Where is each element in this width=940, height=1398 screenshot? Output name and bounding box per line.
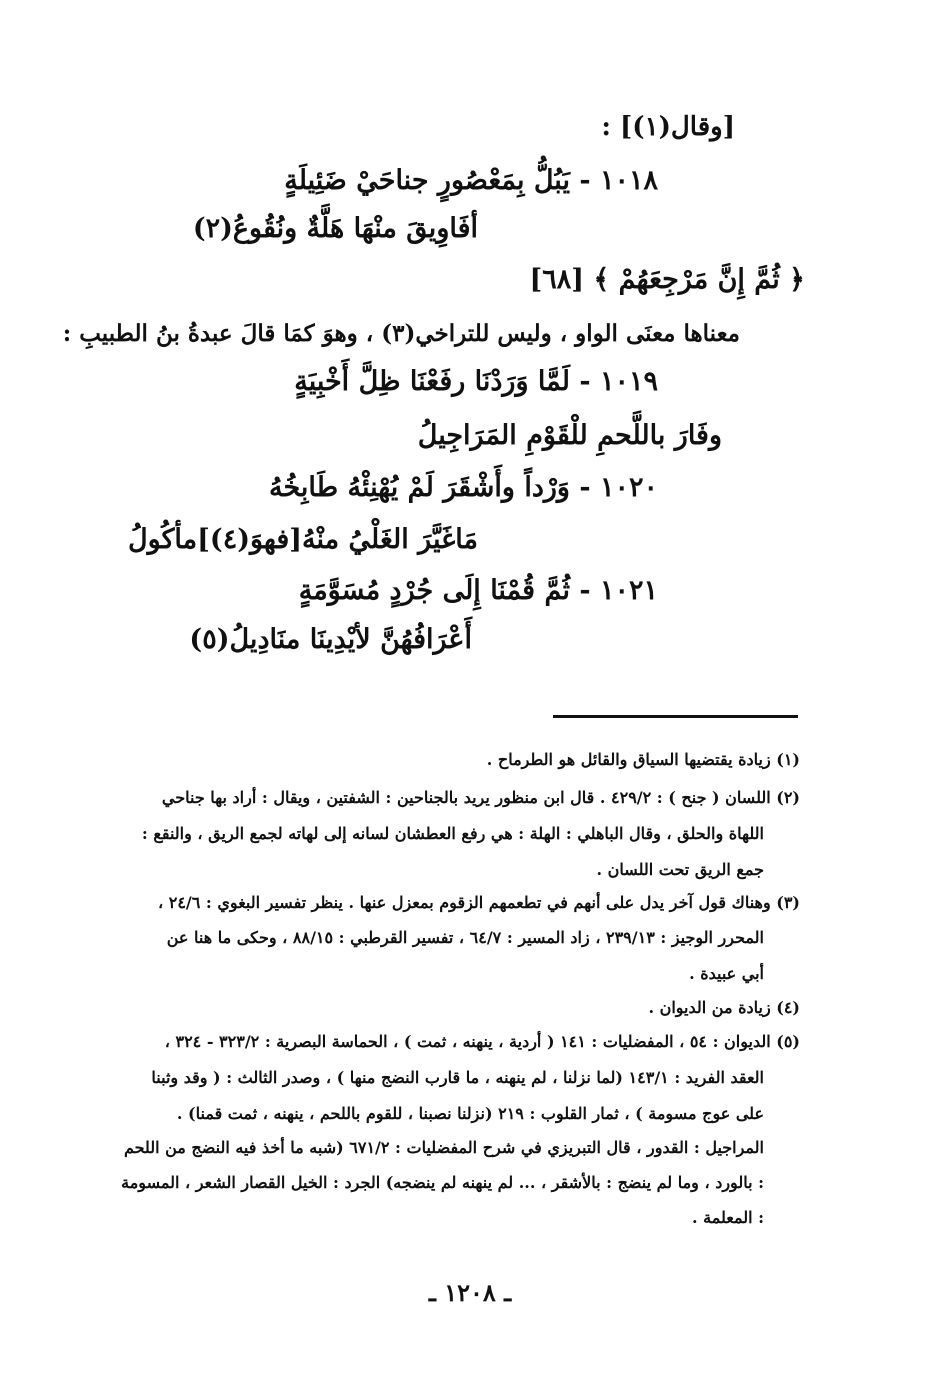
- verse-intro: [وقال(١)] :: [601, 112, 735, 142]
- verse-1020-first-hemistich: ١٠٢٠ - وَرْداً وأَشْقَرَ لَمْ يُهْنِئْهُ طَابِخُهُ: [268, 472, 658, 503]
- footnote-1: (١) زيادة يقتضيها السياق والقائل هو الطرماح .: [486, 750, 800, 769]
- page-number: ـ ١٢٠٨ ـ: [428, 1278, 512, 1307]
- verse-1018-first-hemistich: ١٠١٨ - يَبُلُّ بِمَعْصُورٍ جناحَيْ ضَئِيلَةٍ: [284, 165, 658, 196]
- footnote-separator: [553, 715, 798, 718]
- footnote-5-line-5: : بالورد ، وما لم ينضج : بالأشقر ، ... لم ينهنه لم ينضجه) الجرد : الخيل القصار الشعر ، المسومة: [121, 1173, 764, 1192]
- footnote-2-line-3: جمع الريق تحت اللسان .: [596, 860, 764, 879]
- verse-1019-second-hemistich: وفَارَ باللَّحمِ للْقَوْمِ المَرَاجِيلُ: [417, 420, 722, 451]
- commentary-text: معناها معنَى الواو ، وليس للتراخي(٣) ، وهوَ كمَا قالَ عبدةُ بنُ الطبيبِ :: [62, 320, 740, 347]
- verse-1019-first-hemistich: ١٠١٩ - لَمَّا وَرَدْنَا رفَعْنَا ظِلَّ أَخْبِيَةٍ: [294, 366, 658, 397]
- verse-1021-first-hemistich: ١٠٢١ - ثُمَّ قُمْنَا إِلَى جُرْدٍ مُسَوَّمَةٍ: [298, 575, 658, 606]
- footnote-4: (٤) زيادة من الديوان .: [648, 998, 800, 1017]
- footnote-3-line-2: المحرر الوجيز : ٢٣٩/١٣ ، زاد المسير : ٦٤/٧ ، تفسير القرطبي : ٨٨/١٥ ، وحكى ما هنا عن: [166, 928, 764, 947]
- footnote-3-line-1: (٣) وهناك قول آخر يدل على أنهم في تطعمهم الزقوم بمعزل عنها . ينظر تفسير البغوي : ٢٤/٦ ،: [158, 893, 800, 912]
- quran-citation: ﴿ ثُمَّ إِنَّ مَرْجِعَهُمْ ﴾ [٦٨]: [529, 264, 805, 295]
- footnote-2-line-2: اللهاة والحلق ، وقال الباهلي : الهلة : هي رفع العطشان لسانه إلى لهاته لجمع الريق ، والنقع :: [141, 824, 764, 843]
- verse-1018-second-hemistich: أفَاوِيقَ منْهَا هَلَّةٌ ونُقُوعُ(٢): [192, 213, 478, 244]
- footnote-5-line-4: المراجيل : القدور ، قال التبريزي في شرح المفضليات : ٦٧١/٢ (شبه ما أخذ فيه النضج من اللحم: [123, 1138, 764, 1157]
- verse-1020-second-hemistich: مَاغَيَّرَ الغَلْيُ منْهُ[فهوَ(٤)]مأكُولُ: [128, 524, 478, 555]
- footnote-5-line-3: على عوج مسومة ) ، ثمار القلوب : ٢١٩ (نزلنا نصبنا ، للقوم باللحم ، ينهنه ، ثمت قمنا) .: [176, 1104, 764, 1123]
- footnote-3-line-3: أبي عبيدة .: [689, 964, 764, 983]
- footnote-5-line-2: العقد الفريد : ١٤٣/١ (لما نزلنا ، لم ينهنه ، ما قارب النضج منها ) ، وصدر الثالث : ( وقد وثبنا: [151, 1068, 764, 1087]
- verse-1021-second-hemistich: أَعْرَافُهُنَّ لأيْدِينَا منَادِيلُ(٥): [189, 624, 472, 655]
- footnote-5-line-6: : المعلمة .: [691, 1208, 764, 1227]
- footnote-5-line-1: (٥) الديوان : ٥٤ ، المفضليات : ١٤١ ( أردية ، ينهنه ، ثمت ) ، الحماسة البصرية : ٣٢٣/٢ - ٣٢٤ ،: [164, 1032, 800, 1051]
- footnote-2-line-1: (٢) اللسان ( جنح ) : ٤٢٩/٢ . قال ابن منظور يريد بالجناحين : الشفتين ، ويقال : أراد بها جناحي: [161, 788, 800, 807]
